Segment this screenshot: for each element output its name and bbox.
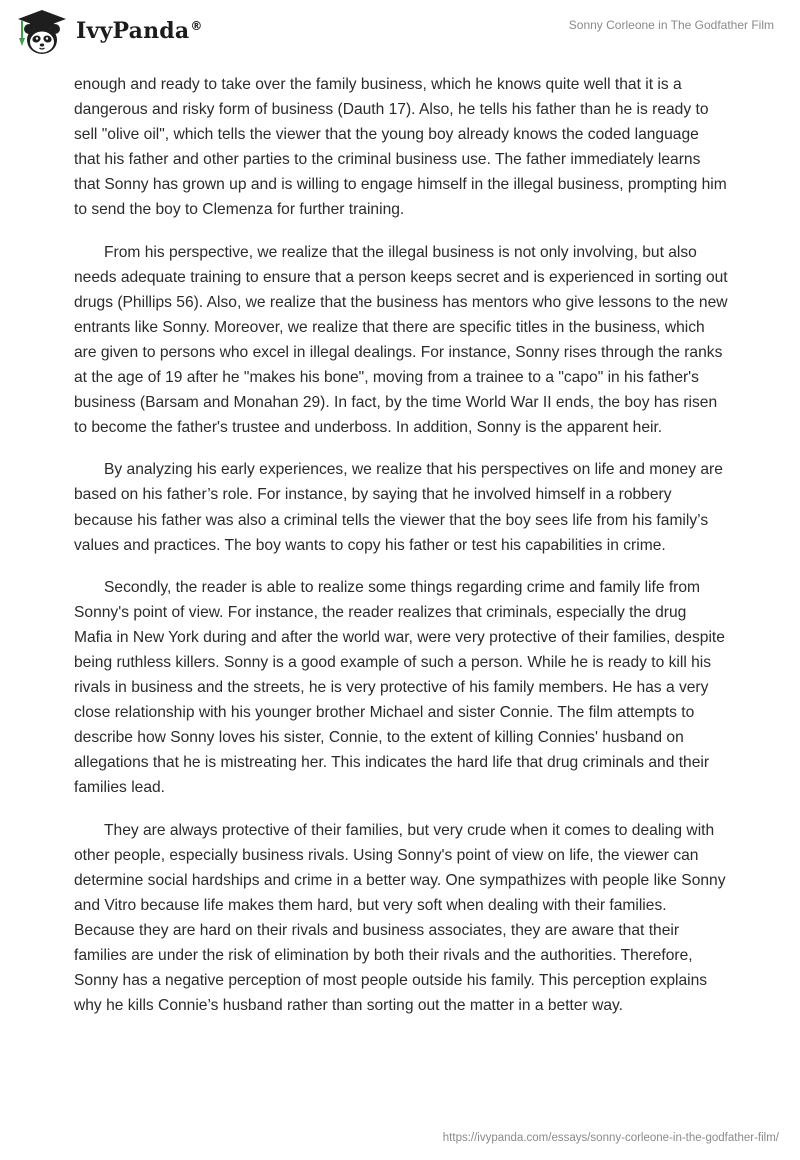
- page-header: [0, 0, 800, 70]
- panda-graduation-cap-icon: [14, 8, 70, 58]
- brand-logo[interactable]: [14, 8, 203, 58]
- source-url[interactable]: https://ivypanda.com/essays/sonny-corleone-in-the-godfather-film/: [442, 1132, 779, 1144]
- paragraph: By analyzing his early experiences, we realize that his perspectives on life and money are based on his father’s role. For instance, by saying that he involved himself in a robbery because his father was also a criminal tells the viewer that the boy sees life from his family’s values and practices. The boy wants to copy his father or test his capabilities in crime.: [74, 461, 723, 554]
- paragraph: Secondly, the reader is able to realize some things regarding crime and family life from Sonny's point of view. For instance, the reader realizes that criminals, especially the drug Mafia in New York during and after the world war, were very protective of their families, despite being ruthless killers. Sonny is a good example of such a person. While he is ready to kill his rivals in business and the streets, he is very protective of his family members. He has a very close relationship with his younger brother Michael and sister Connie. The film attempts to describe how Sonny loves his sister, Connie, to the extent of killing Connies' husband on allegations that he is mistreating her. This indicates the hard life that drug criminals and their families lead.: [74, 578, 725, 797]
- document-title: Sonny Corleone in The Godfather Film: [568, 18, 774, 32]
- paragraph: From his perspective, we realize that the illegal business is not only involving, but also needs adequate training to ensure that a person keeps secret and is experienced in sorting out drugs (Phillips 56). Also, we realize that the business has mentors who give lessons to the new entrants like Sonny. Moreover, we realize that there are specific titles in the business, which are given to persons who excel in illegal dealings. For instance, Sonny rises through the ranks at the age of 19 after he "makes his bone", moving from a trainee to a "capo" in his father's business (Barsam and Monahan 29). In fact, by the time World War II ends, the boy has risen to become the father's trustee and underboss. In addition, Sonny is the apparent heir.: [74, 243, 728, 437]
- paragraph-continued: enough and ready to take over the family business, which he knows quite well that it is a dangerous and risky form of business (Dauth 17). Also, he tells his father than he is ready to sell "olive oil", which tells the viewer that the young boy already knows the coded language that his father and other parties to the criminal business use. The father immediately learns that Sonny has grown up and is willing to engage himself in the illegal business, prompting him to send the boy to Clemenza for further training.: [74, 76, 727, 219]
- essay-body: [74, 72, 728, 1035]
- registered-mark: ®: [190, 18, 203, 33]
- paragraph: They are always protective of their families, but very crude when it comes to dealing with other people, especially business rivals. Using Sonny's point of view on life, the viewer can determine social hardships and crime in a better way. One sympathizes with people like Sonny and Vitro because life makes them hard, but very soft when dealing with their families. Because they are hard on their rivals and business associates, they are aware that their families are under the risk of elimination by both their rivals and the authorities. Therefore, Sonny has a negative perception of most people outside his family. This perception explains why he kills Connie’s husband rather than sorting out the matter in a better way.: [74, 821, 726, 1015]
- brand-name: IvyPanda®: [76, 18, 203, 44]
